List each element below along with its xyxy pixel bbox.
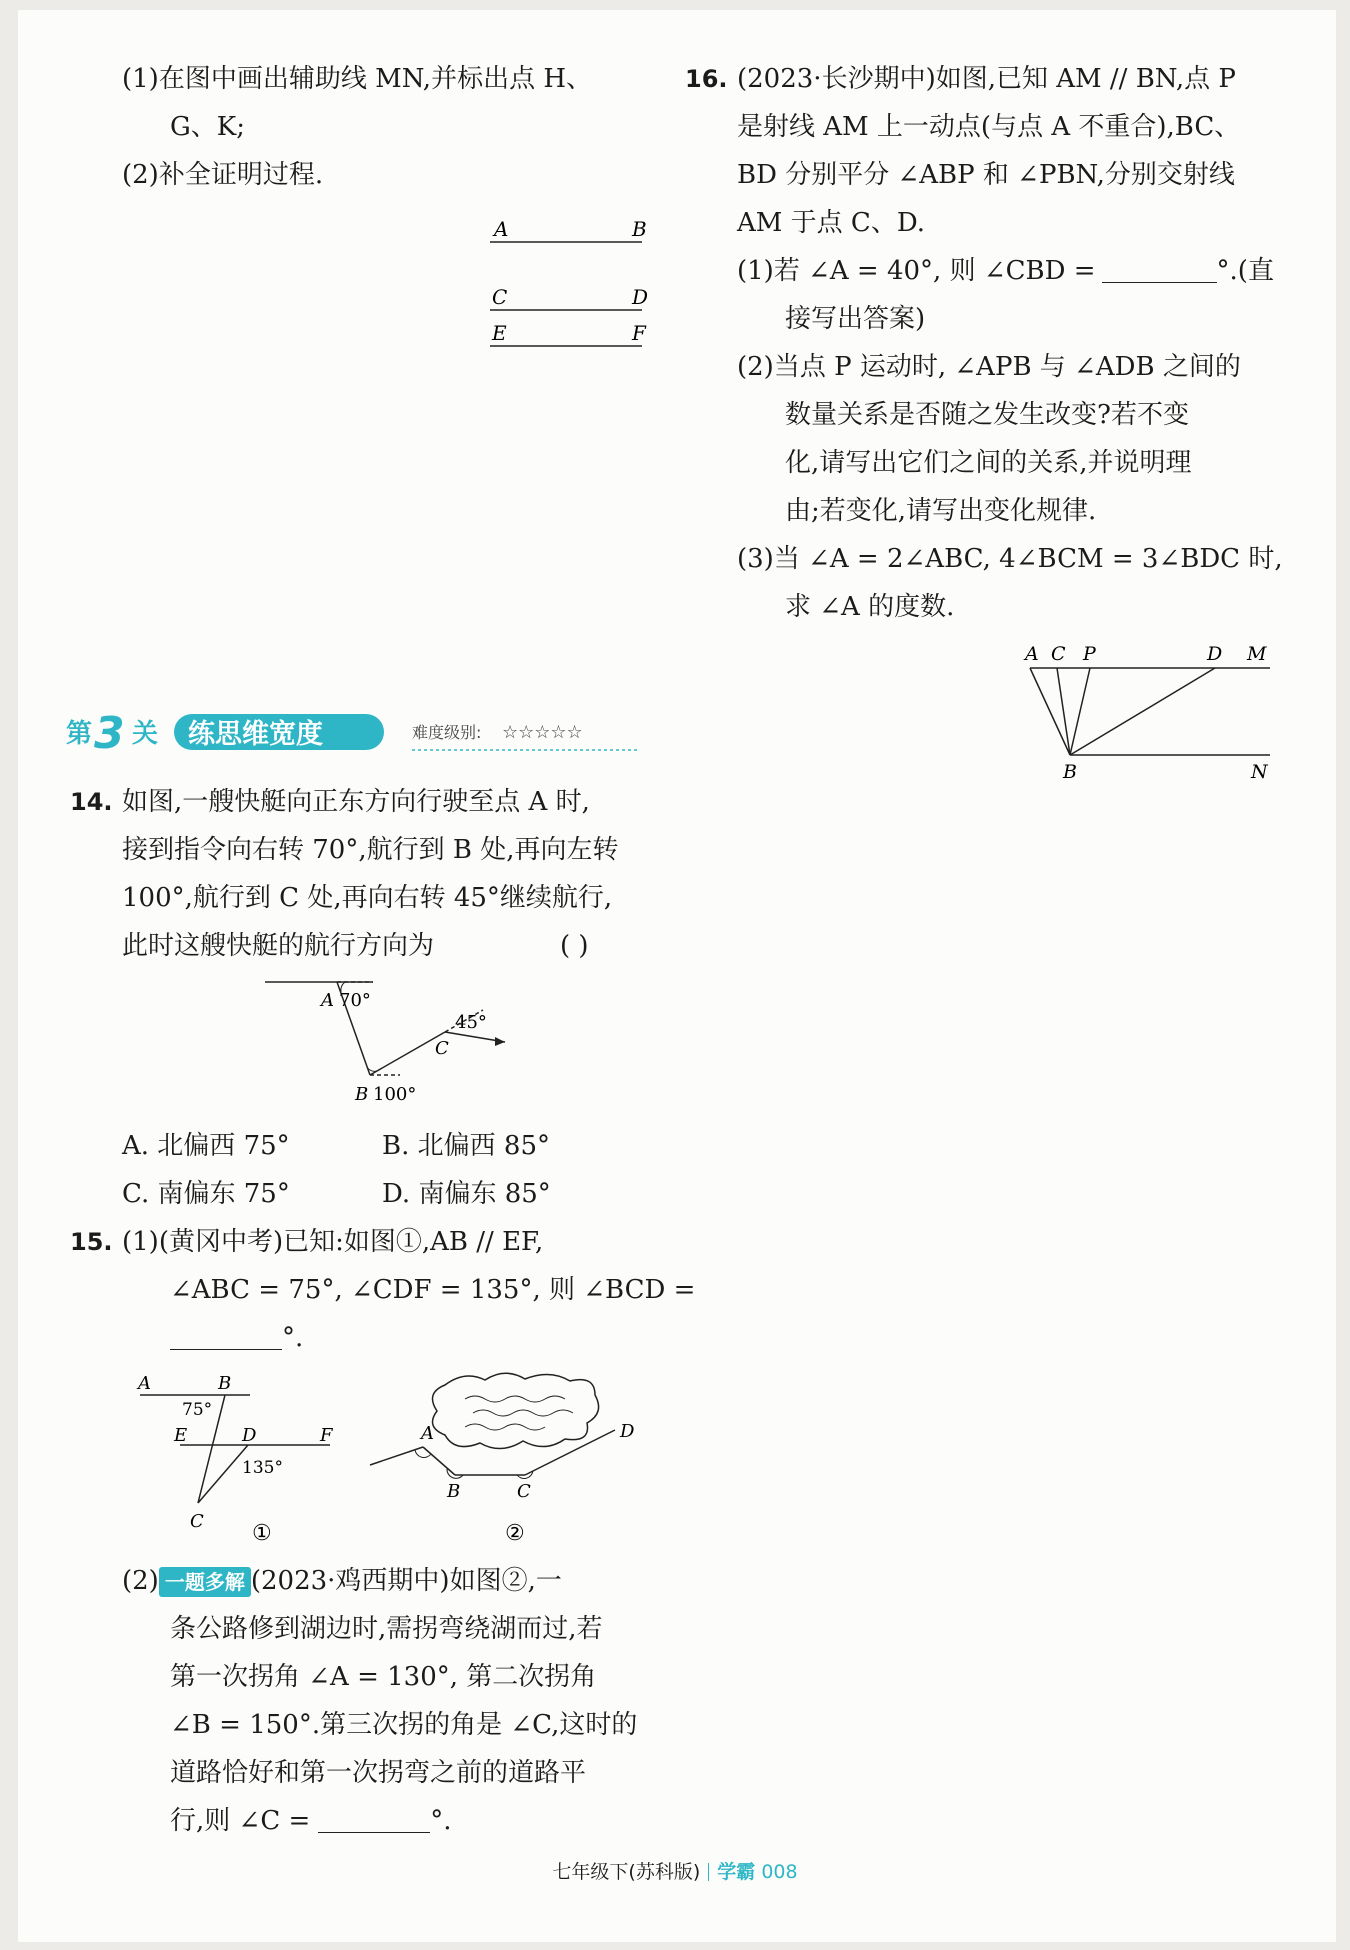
q15-p2-line: ∠B = 150°.第三次拐的角是 ∠C,这时的 — [170, 1710, 638, 1740]
fig15a-label-f: F — [320, 1425, 333, 1446]
fig15b-label-b: B — [447, 1481, 461, 1502]
fig15b-label-c: C — [517, 1481, 531, 1502]
label-e: E — [492, 321, 507, 345]
fig15a-label-c: C — [190, 1511, 204, 1532]
label-c: C — [492, 285, 508, 309]
q15-part2 — [70, 1557, 660, 1845]
fig15a-label-d: D — [242, 1425, 257, 1446]
fig14-label-a: A — [321, 990, 334, 1011]
q14-options — [122, 1122, 662, 1218]
difficulty-stars: ☆☆☆☆☆ — [502, 722, 583, 743]
prev-sub2: (2)补全证明过程. — [122, 160, 324, 190]
q16-s1-c: 接写出答案) — [785, 304, 926, 334]
q15-p2-line: 道路恰好和第一次拐弯之前的道路平 — [170, 1758, 587, 1788]
fig16-label-n: N — [1251, 761, 1268, 783]
q15-p2-last-end: °. — [430, 1806, 452, 1836]
question-15 — [70, 1218, 696, 1362]
fig14-angle-45: 45° — [455, 1012, 487, 1033]
q16-s3-line: (3)当 ∠A = 2∠ABC, 4∠BCM = 3∠BDC 时, — [737, 544, 1283, 574]
q14-option-b[interactable]: B. 北偏西 85° — [382, 1131, 550, 1161]
section-banner — [52, 700, 652, 760]
q16-s3-line: 求 ∠A 的度数. — [785, 592, 955, 622]
q16-line: BD 分别平分 ∠ABP 和 ∠PBN,分别交射线 — [737, 160, 1235, 190]
q16-line: 是射线 AM 上一动点(与点 A 不重合),BC、 — [737, 112, 1241, 142]
question-14 — [70, 778, 660, 970]
q16-s2-line: 由;若变化,请写出变化规律. — [785, 496, 1097, 526]
q14-number: 14. — [70, 788, 113, 816]
q16-s2-line: (2)当点 P 运动时, ∠APB 与 ∠ADB 之间的 — [737, 352, 1241, 382]
q15-p2-line: (2023·鸡西期中)如图②,一 — [250, 1566, 562, 1596]
q16-number: 16. — [685, 65, 728, 93]
section-title: 练思维宽度 — [188, 719, 323, 750]
q16-answer-blank[interactable] — [1102, 254, 1217, 283]
section-suffix: 关 — [132, 719, 159, 749]
fig15b-label-d: D — [620, 1421, 635, 1442]
fig16-label-b: B — [1063, 761, 1077, 783]
q14-line: 如图,一艘快艇向正东方向行驶至点 A 时, — [122, 787, 590, 817]
page-number: 008 — [761, 1861, 798, 1883]
multi-solution-tag: 一题多解 — [159, 1567, 251, 1597]
q15-p2-line: 第一次拐角 ∠A = 130°, 第二次拐角 — [170, 1662, 597, 1692]
fig14-angle-100: 100° — [373, 1084, 417, 1105]
q15-p1-line1: (1)(黄冈中考)已知:如图①,AB // EF, — [122, 1227, 544, 1257]
q14-line: 接到指令向右转 70°,航行到 B 处,再向左转 — [122, 835, 619, 865]
label-d: D — [632, 285, 649, 309]
question-16 — [685, 55, 1283, 631]
q16-figure — [1015, 640, 1285, 790]
q15-figure-2 — [365, 1365, 650, 1545]
label-a: A — [494, 217, 509, 241]
q16-s2-line: 数量关系是否随之发生改变?若不变 — [785, 400, 1189, 430]
q15-p2-last: 行,则 ∠C = — [170, 1806, 311, 1836]
difficulty-label: 难度级别: — [412, 723, 482, 742]
q15-p2-line: 条公路修到湖边时,需拐弯绕湖而过,若 — [170, 1614, 603, 1644]
q16-s1-a: (1)若 ∠A = 40°, 则 ∠CBD = — [737, 256, 1096, 286]
fig15a-caption: ① — [252, 1521, 272, 1545]
q16-line: (2023·长沙期中)如图,已知 AM // BN,点 P — [737, 64, 1236, 94]
q14-line: 100°,航行到 C 处,再向右转 45°继续航行, — [122, 883, 613, 913]
fig15b-label-a: A — [421, 1423, 434, 1444]
q15-p2-prefix: (2) — [122, 1566, 159, 1596]
fig16-label-c: C — [1051, 643, 1066, 665]
fig15a-angle-75: 75° — [182, 1400, 213, 1420]
fig15a-angle-135: 135° — [242, 1458, 283, 1478]
fig16-label-a: A — [1025, 643, 1039, 665]
q15-answer-blank-2[interactable] — [318, 1804, 430, 1833]
footer-grade: 七年级下(苏科版) — [552, 1861, 701, 1883]
fig14-label-b: B — [355, 1084, 369, 1105]
q16-line: AM 于点 C、D. — [737, 208, 926, 238]
q14-option-a[interactable]: A. 北偏西 75° — [122, 1131, 290, 1161]
fig16-label-m: M — [1247, 643, 1267, 665]
q14-answer-paren: ( ) — [560, 931, 589, 961]
q14-figure — [255, 970, 525, 1105]
q15-p1-end: °. — [282, 1323, 304, 1353]
q15-answer-blank-1[interactable] — [170, 1321, 282, 1350]
fig15b-caption: ② — [505, 1521, 525, 1545]
fig16-label-d: D — [1207, 643, 1223, 665]
fig16-label-p: P — [1083, 643, 1096, 665]
q15-number: 15. — [70, 1228, 113, 1256]
label-f: F — [632, 321, 646, 345]
q14-line: 此时这艘快艇的航行方向为 — [122, 931, 435, 961]
fig15a-label-e: E — [174, 1425, 188, 1446]
q15-p1-line2: ∠ABC = 75°, ∠CDF = 135°, 则 ∠BCD = — [170, 1275, 696, 1305]
fig15a-label-a: A — [138, 1373, 151, 1394]
parallel-lines-figure — [480, 210, 660, 360]
q14-option-d[interactable]: D. 南偏东 85° — [382, 1179, 551, 1209]
footer-brand: 学霸 — [717, 1861, 756, 1883]
fig15a-label-b: B — [218, 1373, 232, 1394]
prev-sub1-line2: G、K; — [170, 112, 245, 142]
fig14-label-c: C — [435, 1038, 449, 1059]
section-prefix: 第 — [66, 719, 93, 749]
q14-option-c[interactable]: C. 南偏东 75° — [122, 1179, 290, 1209]
fig14-angle-70: 70° — [339, 990, 371, 1011]
q16-s1-b: °.(直 — [1216, 256, 1274, 286]
section-number: 3 — [94, 708, 125, 759]
q16-s2-line: 化,请写出它们之间的关系,并说明理 — [785, 448, 1192, 478]
label-b: B — [632, 217, 647, 241]
q15-figure-1 — [130, 1365, 360, 1545]
prev-sub1-line1: (1)在图中画出辅助线 MN,并标出点 H、 — [122, 64, 593, 94]
left-column — [70, 55, 660, 199]
page-footer — [0, 1857, 1350, 1884]
